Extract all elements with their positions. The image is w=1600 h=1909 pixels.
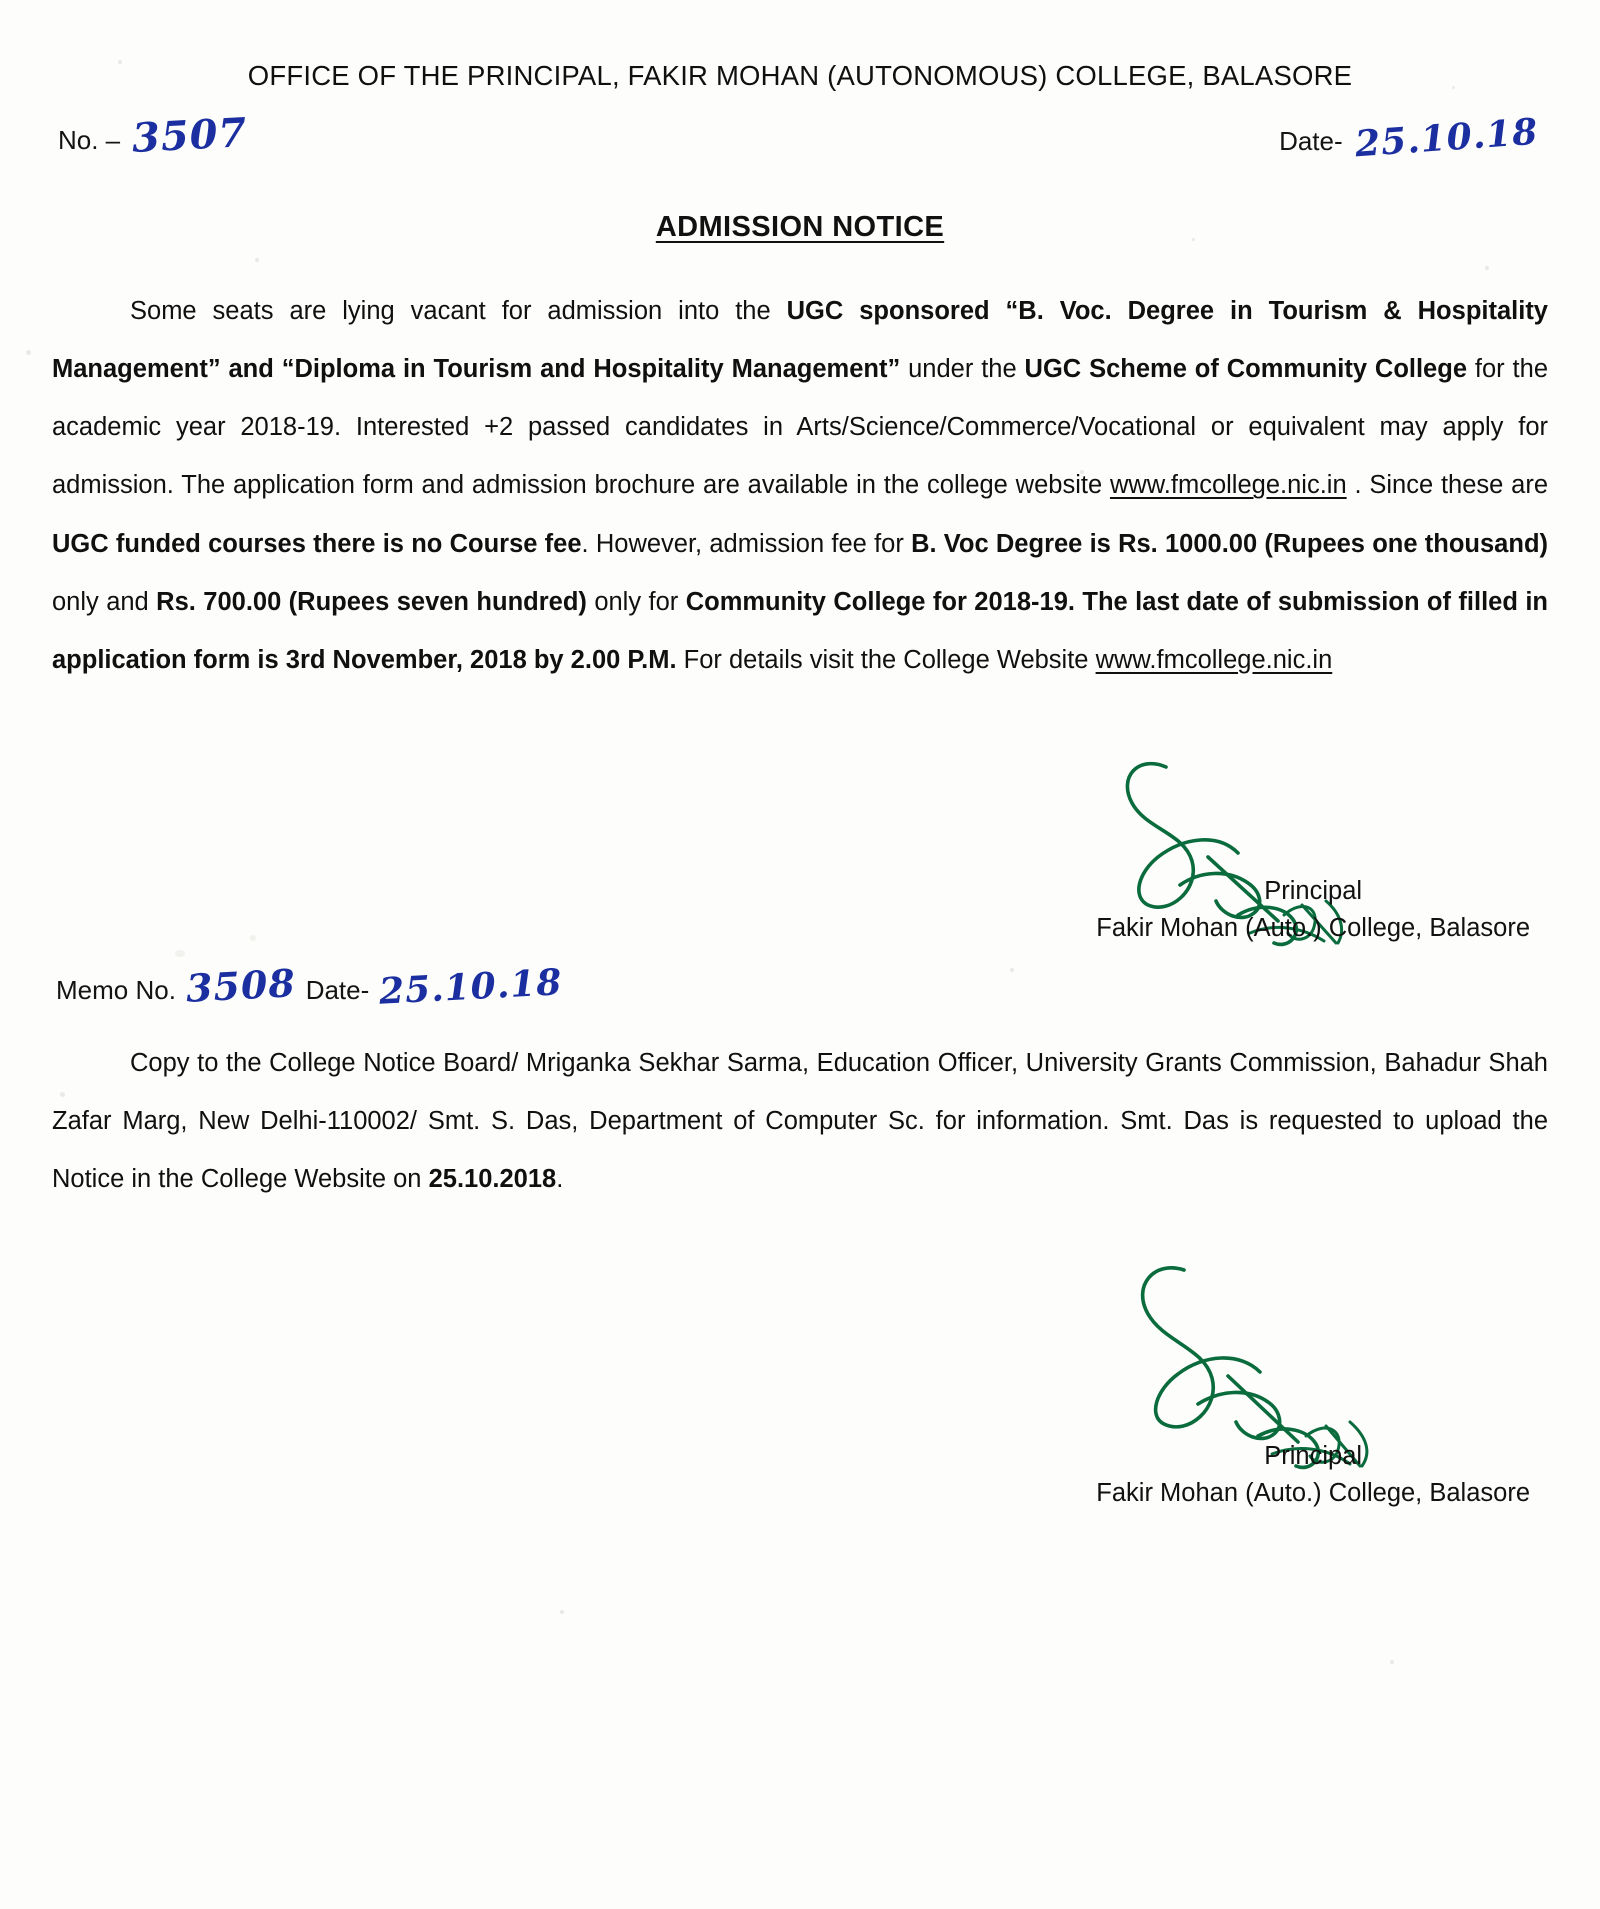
memo-row — [52, 960, 1548, 1013]
office-header: OFFICE OF THE PRINCIPAL, FAKIR MOHAN (AUTONOMOUS) COLLEGE, BALASORE — [247, 60, 1353, 91]
body-text-i: For details visit the College Website — [676, 645, 1096, 674]
body-text-lastdate-bold: Community College for 2018-19. The last date of submission of filled in application form is 3rd November, 2018 by 2.00 P.M. — [52, 587, 1549, 674]
copy-text-c: . — [556, 1165, 564, 1194]
memo-date-value: 25.10.18 — [378, 961, 564, 1013]
paper-speck — [1390, 1660, 1394, 1664]
body-text-c: under the — [900, 355, 1025, 384]
college-name-1: Fakir Mohan (Auto.) College, Balasore — [1096, 913, 1530, 942]
body-text-a: Some seats are lying vacant for admission into the — [130, 297, 787, 325]
memo-number-label: Memo No. — [56, 974, 176, 1005]
signature-area-top — [52, 697, 1548, 947]
body-text-g: only and — [52, 587, 157, 616]
body-text-courses-bold: UGC sponsored “B. Voc. Degree in Tourism & Hospitality Management” and “Diploma in Tourism and Hospitality Management” — [52, 297, 1548, 384]
notice-date-value: 25.10.18 — [1353, 110, 1540, 166]
notice-number-value: 3507 — [131, 109, 249, 162]
body-text-h: only for — [586, 587, 686, 616]
notice-number-label: No. – — [58, 125, 121, 155]
notice-date-label: Date- — [1279, 126, 1343, 156]
memo-number-value: 3508 — [184, 960, 297, 1011]
notice-number-block — [58, 109, 249, 162]
memo-date-label: Date- — [305, 974, 370, 1005]
copy-upload-date: 25.10.2018 — [428, 1165, 557, 1194]
memo-copy-paragraph — [52, 1034, 1548, 1208]
copy-text-a: Copy to the College Notice Board/ Mriganka Sekhar Sarma, Education Officer, University Grants Commission, Bahadur Shah Zafar Marg, New Delhi-110002/ Smt. S. Das, Department of Computer Sc. for information. Smt. Das is requested to upload the Notice in the College Website on — [52, 1048, 1548, 1194]
college-website-link-2[interactable]: www.fmcollege.nic.in — [1095, 645, 1333, 674]
signature-area-bottom — [52, 1218, 1548, 1518]
notice-body-paragraph — [52, 282, 1548, 689]
college-website-link-1[interactable]: www.fmcollege.nic.in — [1109, 471, 1347, 500]
number-date-row — [52, 109, 1548, 166]
body-text-scheme-bold: UGC Scheme of Community College — [1024, 355, 1468, 384]
body-text-f: . However, admission fee for — [581, 529, 912, 558]
body-text-diploma-fee-bold: Rs. 700.00 (Rupees seven hundred) — [156, 587, 587, 616]
principal-label-2: Principal — [1264, 1442, 1363, 1471]
body-text-bvoc-fee-bold: B. Voc Degree is Rs. 1000.00 (Rupees one thousand) — [911, 529, 1549, 558]
signature-block-top — [1096, 873, 1530, 947]
document-title: ADMISSION NOTICE — [655, 211, 945, 243]
college-name-2: Fakir Mohan (Auto.) College, Balasore — [1096, 1479, 1530, 1508]
principal-label-1: Principal — [1264, 876, 1363, 905]
signature-block-bottom — [1096, 1438, 1530, 1512]
body-text-e: . Since these are — [1346, 471, 1548, 500]
body-text-nofee-bold: UGC funded courses there is no Course fee — [52, 529, 582, 558]
notice-date-block — [1279, 110, 1540, 166]
body-text-d: for the academic year 2018-19. Interested +2 passed candidates in Arts/Science/Commerce/Vocational or equivalent may apply for admission. The application form and admission brochure are available in the college website — [52, 355, 1549, 500]
paper-speck — [560, 1610, 564, 1614]
